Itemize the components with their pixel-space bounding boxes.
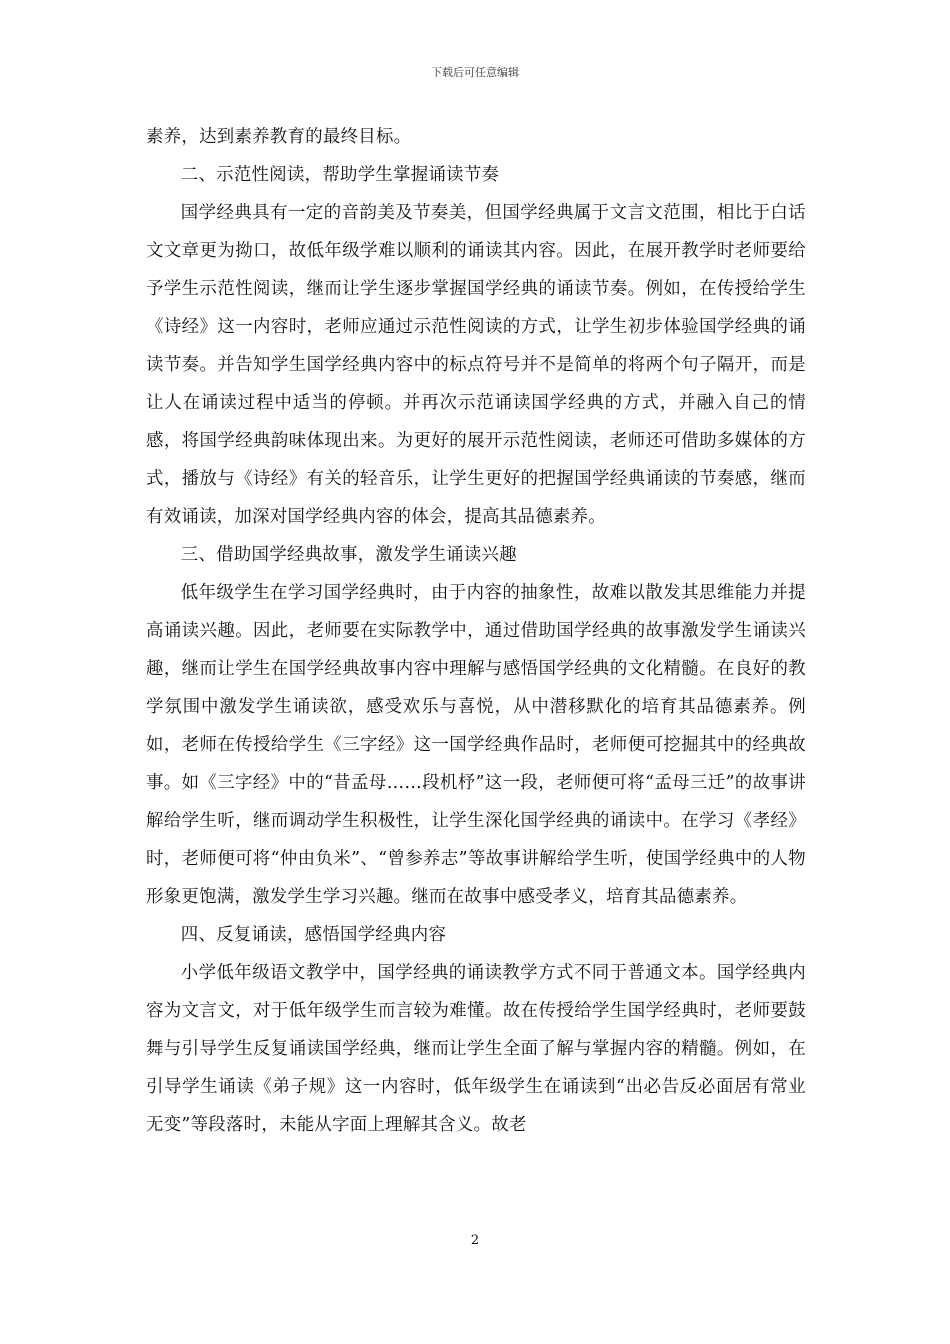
paragraph-section-3: 低年级学生在学习国学经典时，由于内容的抽象性，故难以散发其思维能力并提高诵读兴趣。因此，老师要在实际教学中，通过借助国学经典的故事激发学生诵读兴趣，继而让学生在国学经典故事内容中理解与感悟国学经典的文化精髓。在良好的教学氛围中激发学生诵读欲，感受欢乐与喜悦，从中潜移默化的培育其品德素养。例如，老师在传授给学生《三字经》这一国学经典作品时，老师便可挖掘其中的经典故事。如《三字经》中的“昔孟母……段机杼”这一段，老师便可将“孟母三迁”的故事讲解给学生听，继而调动学生积极性，让学生深化国学经典的诵读中。在学习《孝经》时，老师便可将“仲由负米”、“曾参养志”等故事讲解给学生听，使国学经典中的人物形象更饱满，激发学生学习兴趣。继而在故事中感受孝义，培育其品德素养。 — [146, 583, 806, 907]
paragraph-section-4: 小学低年级语文教学中，国学经典的诵读教学方式不同于普通文本。国学经典内容为文言文，对于低年级学生而言较为难懂。故在传授给学生国学经典时，老师要鼓舞与引导学生反复诵读国学经典，继而让学生全面了解与掌握内容的精髓。例如，在引导学生诵读《弟子规》这一内容时，低年级学生在诵读到“出必告反必面居有常业无变”等段落时，未能从字面上理解其含义。故老 — [146, 963, 806, 1135]
paragraph-continuation: 素养，达到素养教育的最终目标。 — [146, 127, 412, 147]
page-number: 2 — [470, 1233, 480, 1248]
paragraph-section-2: 国学经典具有一定的音韵美及节奏美，但国学经典属于文言文范围，相比于白话文文章更为拗口，故低年级学难以顺利的诵读其内容。因此，在展开教学时老师要给予学生示范性阅读，继而让学生逐步掌握国学经典的诵读节奏。例如，在传授给学生《诗经》这一内容时，老师应通过示范性阅读的方式，让学生初步体验国学经典的诵读节奏。并告知学生国学经典内容中的标点符号并不是简单的将两个句子隔开，而是让人在诵读过程中适当的停顿。并再次示范诵读国学经典的方式，并融入自己的情感，将国学经典韵味体现出来。为更好的展开示范性阅读，老师还可借助多媒体的方式，播放与《诗经》有关的轻音乐，让学生更好的把握国学经典诵读的节奏感，继而有效诵读，加深对国学经典内容的体会，提高其品德素养。 — [146, 203, 806, 527]
section-heading-3: 三、借助国学经典故事，激发学生诵读兴趣 — [180, 545, 517, 565]
section-heading-2: 二、示范性阅读，帮助学生掌握诵读节奏 — [180, 165, 500, 185]
document-body — [146, 118, 806, 1144]
page-header: 下载后可任意编辑 — [431, 66, 519, 79]
section-heading-4: 四、反复诵读，感悟国学经典内容 — [180, 925, 447, 945]
